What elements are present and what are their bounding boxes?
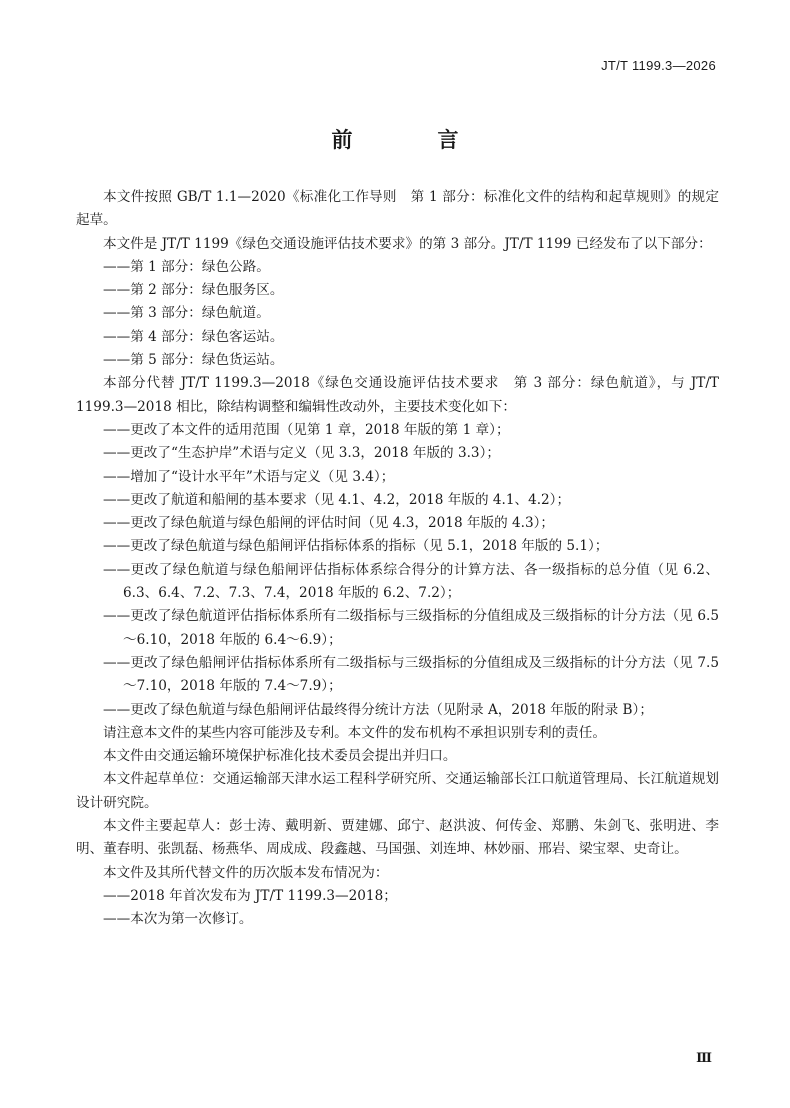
- paragraph: 本文件是 JT/T 1199《绿色交通设施评估技术要求》的第 3 部分。JT/T 1199 已经发布了以下部分：: [103, 235, 712, 252]
- list-item: ——更改了“生态护岸”术语与定义（见 3.3，2018 年版的 3.3）；: [103, 445, 500, 462]
- paragraph: 本文件起草单位：交通运输部天津水运工程科学研究所、交通运输部长江口航道管理局、长江航道规划设计研究院。: [76, 771, 719, 811]
- page-title: 前 言: [331, 128, 491, 152]
- list-item: ——更改了本文件的适用范围（见第 1 章，2018 年版的第 1 章）；: [103, 421, 510, 438]
- list-item: ——第 1 部分：绿色公路。: [103, 258, 270, 275]
- list-item: ——2018 年首次发布为 JT/T 1199.3—2018；: [103, 887, 397, 904]
- list-item: ——更改了绿色航道与绿色船闸评估指标体系的指标（见 5.1，2018 年版的 5.1）；: [103, 538, 609, 555]
- list-item: ——第 5 部分：绿色货运站。: [103, 352, 284, 369]
- list-item: ——更改了绿色船闸评估指标体系所有二级指标与三级指标的分值组成及三级指标的计分方法（见 7.5～7.10，2018 年版的 7.4～7.9）；: [103, 654, 719, 695]
- paragraph: 本文件由交通运输环境保护标准化技术委员会提出并归口。: [103, 748, 457, 765]
- list-item: ——第 2 部分：绿色服务区。: [103, 282, 284, 299]
- list-item: ——本次为第一次修订。: [103, 911, 253, 928]
- list-item: ——更改了绿色航道与绿色船闸的评估时间（见 4.3，2018 年版的 4.3）；: [103, 515, 555, 532]
- paragraph: 本文件及其所代替文件的历次版本发布情况为：: [103, 864, 389, 881]
- paragraph: 本文件按照 GB/T 1.1—2020《标准化工作导则 第 1 部分：标准化文件的结构和起草规则》的规定起草。: [76, 189, 719, 229]
- list-item: ——更改了航道和船闸的基本要求（见 4.1、4.2，2018 年版的 4.1、4.2）；: [103, 491, 571, 508]
- list-item: ——第 4 部分：绿色客运站。: [103, 328, 284, 345]
- page-number: Ⅲ: [696, 1051, 712, 1066]
- list-item: ——更改了绿色航道与绿色船闸评估指标体系综合得分的计算方法、各一级指标的总分值（见 6.2、6.3、6.4、7.2、7.3、7.4，2018 年版的 6.2、7.2）；: [103, 561, 719, 602]
- paragraph: 本文件主要起草人：彭士涛、戴明新、贾建娜、邱宁、赵洪波、何传金、郑鹏、朱剑飞、张明进、李明、董春明、张凯磊、杨燕华、周成成、段鑫越、马国强、刘连坤、林妙丽、邢岩、梁宝翠、史奇让。: [76, 818, 719, 858]
- document-code: JT/T 1199.3—2026: [601, 58, 716, 73]
- list-item: ——更改了绿色航道评估指标体系所有二级指标与三级指标的分值组成及三级指标的计分方法（见 6.5～6.10，2018 年版的 6.4～6.9）；: [103, 608, 719, 648]
- foreword-body: [76, 186, 719, 932]
- list-item: ——第 3 部分：绿色航道。: [103, 305, 270, 322]
- list-item: ——增加了“设计水平年”术语与定义（见 3.4）；: [103, 468, 395, 485]
- paragraph: 本部分代替 JT/T 1199.3—2018《绿色交通设施评估技术要求 第 3 部分：绿色航道》，与 JT/T 1199.3—2018 相比，除结构调整和编辑性改动外，主要技术变化如下：: [76, 375, 719, 415]
- list-item: ——更改了绿色航道与绿色船闸评估最终得分统计方法（见附录 A，2018 年版的附录 B）；: [103, 701, 653, 718]
- paragraph: 请注意本文件的某些内容可能涉及专利。本文件的发布机构不承担识别专利的责任。: [103, 724, 606, 741]
